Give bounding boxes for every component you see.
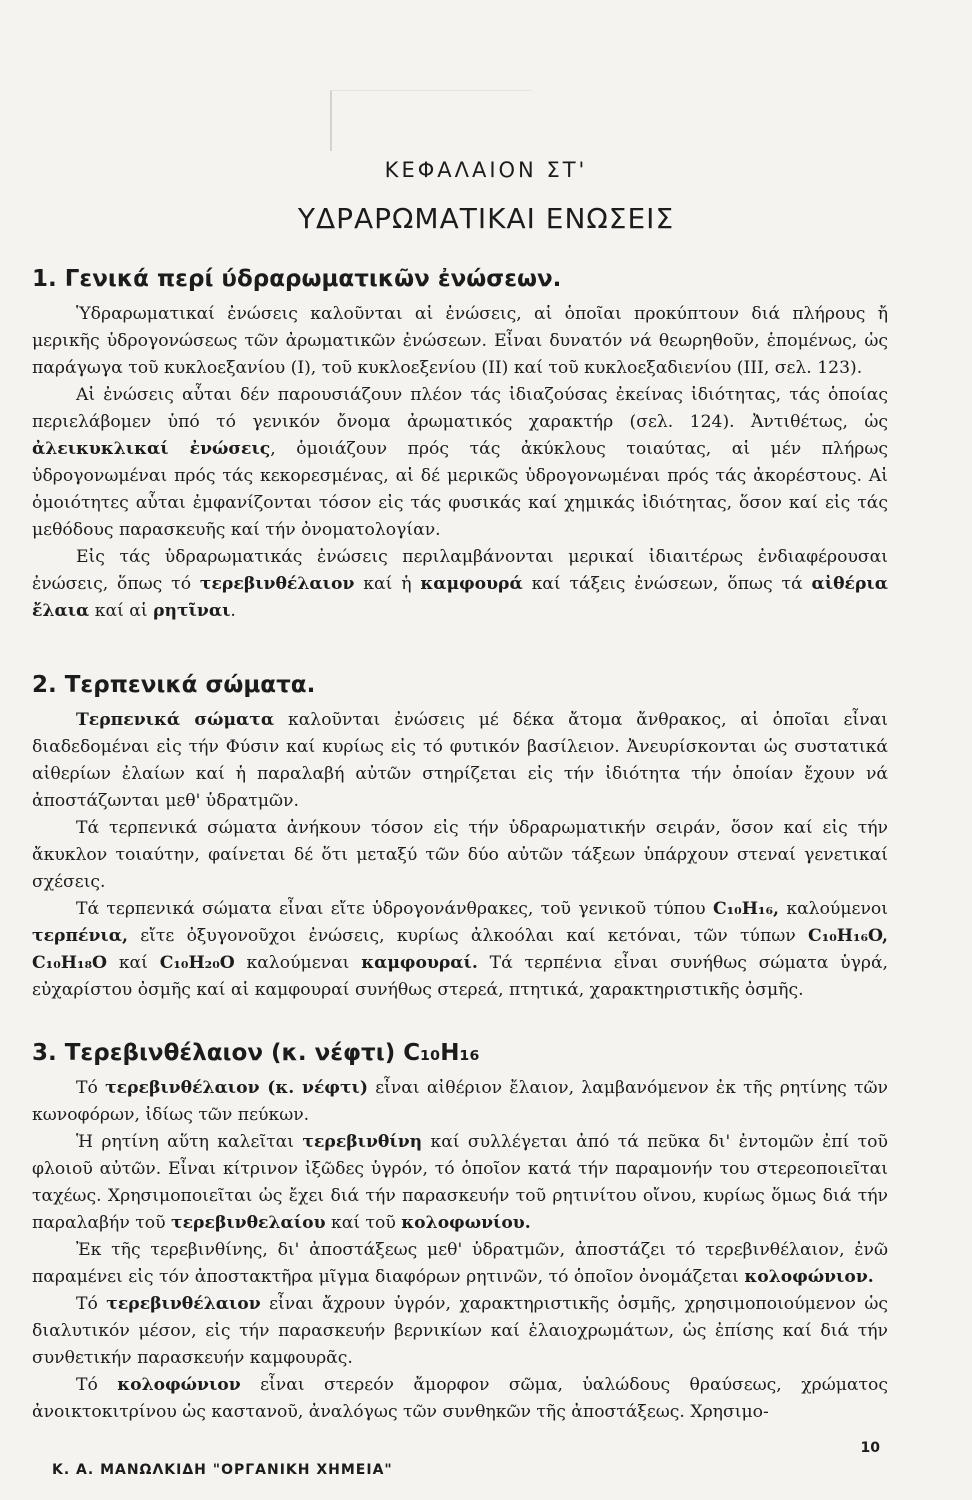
text: . bbox=[230, 601, 236, 621]
bold-term: καμφουραί. bbox=[361, 953, 478, 973]
chapter-title: ΥΔΡΑΡΩΜΑΤΙΚΑΙ ΕΝΩΣΕΙΣ bbox=[297, 202, 675, 235]
section-2-heading: 2. Τερπενικά σώματα. bbox=[32, 672, 316, 698]
text: εἶναι αἰθέριον ἔλαιον, λαμβανόμενον ἐκ τῆς ρητίνης τῶν κωνοφόρων, ἰδίως τῶν πεύκων. bbox=[32, 1078, 889, 1125]
paragraph bbox=[32, 382, 888, 544]
paragraph bbox=[32, 544, 888, 625]
text: Εἰς τάς ὑδραρωματικάς ἐνώσεις περιλαμβάνονται μερικαί ἰδιαιτέρως ἐνδιαφέρουσαι ἐνώσεις, ὅπως τό bbox=[32, 547, 888, 594]
section-1 bbox=[32, 266, 888, 625]
paragraph bbox=[32, 896, 888, 1004]
bold-term: τερεβινθέλαιον (κ. νέφτι) bbox=[105, 1078, 368, 1098]
paragraph: Ὑδραρωματικαί ἐνώσεις καλοῦνται αἱ ἐνώσεις, αἱ ὁποῖαι προκύπτουν διά πλήρους ἤ μερικῆς ὑδρογονώσεως τῶν ἀρωματικῶν ἐνώσεων. Εἶναι δυνατόν νά θεωρηθοῦν, ἑπομένως, ὡς παράγωγα τοῦ κυκλοεξανίου (Ι), τοῦ κυκλοεξενίου (ΙΙ) καί τοῦ κυκλοεξαδιενίου (ΙΙΙ, σελ. 123). bbox=[32, 304, 888, 378]
text: , ὁμοιάζουν πρός τάς ἀκύκλους τοιαύτας, αἱ μέν πλήρως ὑδρογονωμέναι πρός τάς κεκορεσμένας, αἱ δέ μερικῶς ὑδρογονωμέναι πρός τάς ἀκορέστους. Αἱ ὁμοιότητες αὗται ἐμφανίζονται τόσον εἰς τάς φυσικάς καί χημικάς ἰδιότητας, ὅσον καί εἰς τάς μεθόδους παρασκευῆς καί τήν ὀνοματολογίαν. bbox=[32, 439, 888, 540]
bold-term: καμφουρά bbox=[420, 574, 523, 594]
text: καλούμεναι bbox=[246, 953, 350, 973]
text: Αἱ ἐνώσεις αὗται δέν παρουσιάζουν πλέον τάς ἰδιαζούσας ἐκείνας ἰδιότητας, τάς ὁποίας περιελάβομεν ὑπό τό γενικόν ὄνομα ἀρωματικός χαρακτήρ (σελ. 124). Ἀντιθέτως, ὡς bbox=[32, 385, 888, 432]
section-2 bbox=[32, 672, 888, 1004]
text: Ἐκ τῆς τερεβινθίνης, δι' ἀποστάξεως μεθ' ὑδρατμῶν, ἀποστάζει τό τερεβινθέλαιον, ἐνῶ παραμένει εἰς τόν ἀποστακτῆρα μῖγμα διαφόρων ρητινῶν, τό ὁποῖον ὀνομάζεται bbox=[32, 1240, 888, 1287]
text: Τά τερπένια εἶναι συνήθως σώματα ὑγρά, εὐχαρίστου ὀσμῆς καί αἱ καμφουραί συνήθως στερεά, πτητικά, χαρακτηριστικῆς ὀσμῆς. bbox=[32, 953, 889, 1000]
text: καί τοῦ bbox=[330, 1213, 396, 1233]
paragraph bbox=[32, 707, 888, 815]
section-3 bbox=[32, 1040, 888, 1426]
bold-term: τερεβινθέλαιον bbox=[106, 1294, 261, 1314]
paragraph bbox=[32, 1075, 888, 1129]
bold-term: ἀλεικυκλικαί ἐνώσεις bbox=[32, 439, 271, 459]
bold-term: τερεβινθέλαιον bbox=[199, 574, 355, 594]
text: Τό bbox=[76, 1078, 98, 1098]
text: Τό bbox=[76, 1375, 98, 1395]
text: καί ἡ bbox=[363, 574, 412, 594]
section-3-body bbox=[32, 1075, 888, 1426]
chapter-label: ΚΕΦΑΛΑΙΟΝ ΣΤ' bbox=[384, 158, 588, 182]
text: εἶναι ἄχρουν ὑγρόν, χαρακτηριστικῆς ὀσμῆς, χρησιμοποιούμενον ὡς διαλυτικόν μέσον, εἰς τήν παρασκευήν βερνικίων καί ἐλαιοχρωμάτων, ὡς ἐπίσης καί διά τήν συνθετικήν παρασκευήν καμφουρᾶς. bbox=[32, 1294, 888, 1368]
page-number: 10 bbox=[860, 1440, 880, 1456]
text: Τά τερπενικά σώματα εἶναι εἴτε ὑδρογονάνθρακες, τοῦ γενικοῦ τύπου bbox=[76, 899, 706, 919]
section-3-heading: 3. Τερεβινθέλαιον (κ. νέφτι) C₁₀H₁₆ bbox=[32, 1040, 480, 1066]
paragraph bbox=[32, 1291, 888, 1372]
bold-term: Τερπενικά σώματα bbox=[76, 710, 275, 730]
text: καί συλλέγεται ἀπό τά πεῦκα δι' ἐντομῶν ἐπί τοῦ φλοιοῦ αὐτῶν. Εἶναι κίτρινον ἰξῶδες ὑγρόν, τό ὁποῖον κατά τήν παραμονήν του στερεοποιεῖται ταχέως. Χρησιμοποιεῖται ὡς ἔχει διά τήν παρασκευήν τοῦ ρητινίτου οἴνου, κυρίως ὅμως διά τήν παραλαβήν τοῦ bbox=[32, 1132, 888, 1233]
text: Ἡ ρητίνη αὕτη καλεῖται bbox=[76, 1132, 295, 1152]
bold-term: τερεβινθελαίου bbox=[171, 1213, 326, 1233]
formula: C₁₀H₂₀O bbox=[159, 953, 235, 973]
footer-signature: Κ. Α. ΜΑΝΩΛΚΙΔΗ "ΟΡΓΑΝΙΚΗ ΧΗΜΕΙΑ" bbox=[52, 1462, 393, 1478]
text: εἴτε ὀξυγονοῦχοι ἐνώσεις, κυρίως ἀλκοόλαι καί κετόναι, τῶν τύπων bbox=[140, 926, 796, 946]
section-2-body bbox=[32, 707, 888, 1004]
bold-term: αἰθέρια ἔλαια bbox=[32, 574, 888, 621]
text: καί αἱ bbox=[94, 601, 148, 621]
section-1-body bbox=[32, 301, 888, 625]
formula: C₁₀H₁₆O, C₁₀H₁₈O bbox=[32, 926, 889, 973]
section-1-heading: 1. Γενικά περί ύδραρωματικῶν ἐνώσεων. bbox=[32, 266, 562, 292]
paragraph: Τά τερπενικά σώματα ἀνήκουν τόσον εἰς τήν ὑδραρωματικήν σειράν, ὅσον καί εἰς τήν ἄκυκλον τοιαύτην, φαίνεται δέ ὅτι μεταξύ τῶν δύο αὐτῶν τάξεων ὑπάρχουν στεναί γενετικαί σχέσεις. bbox=[32, 818, 888, 892]
bold-term: τερεβινθίνη bbox=[302, 1132, 423, 1152]
text: καί τάξεις ἐνώσεων, ὅπως τά bbox=[531, 574, 803, 594]
paragraph bbox=[32, 1129, 888, 1237]
bold-term: κολοφώνιον bbox=[117, 1375, 241, 1395]
text: καλοῦνται ἐνώσεις μέ δέκα ἄτομα ἄνθρακος, αἱ ὁποῖαι εἶναι διαδεδομέναι εἰς τήν Φύσιν καί κυρίως εἰς τό φυτικόν βασίλειον. Ἀνευρίσκονται ὡς συστατικά αἰθερίων ἐλαίων καί ἡ παραλαβή αὐτῶν στηρίζεται εἰς τήν ἰδιότητα τήν ὁποίαν ἔχουν νά ἀποστάζωνται μεθ' ὑδρατμῶν. bbox=[32, 710, 888, 811]
page-mark bbox=[330, 90, 532, 151]
bold-term: κολοφώνιον. bbox=[744, 1267, 874, 1287]
text: καλούμενοι bbox=[786, 899, 888, 919]
text: εἶναι στερεόν ἄμορφον σῶμα, ὑαλώδους θραύσεως, χρώματος ἀνοικτοκιτρίνου ὡς καστανοῦ, ἀναλόγως τῶν συνθηκῶν τῆς ἀποστάξεως. Χρησιμο- bbox=[32, 1375, 889, 1422]
formula: C₁₀H₁₆, bbox=[712, 899, 779, 919]
bold-term: ρητῖναι bbox=[153, 601, 231, 621]
text: Τό bbox=[76, 1294, 98, 1314]
bold-term: τερπένια, bbox=[32, 926, 128, 946]
paragraph bbox=[32, 1237, 888, 1291]
bold-term: κολοφωνίου. bbox=[401, 1213, 531, 1233]
paragraph bbox=[32, 1372, 888, 1426]
text: καί bbox=[118, 953, 148, 973]
